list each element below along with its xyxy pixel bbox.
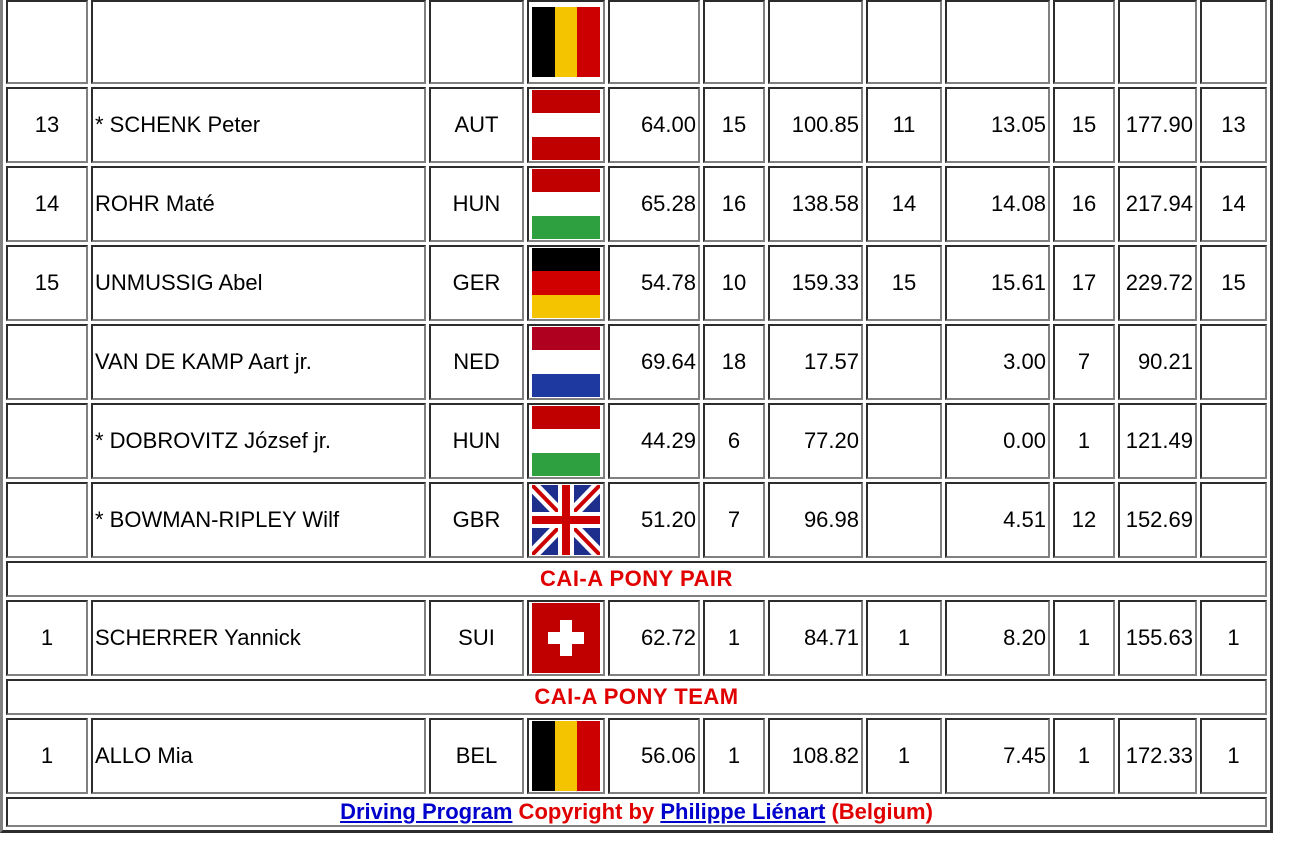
flag-bel-icon (532, 7, 600, 77)
cones-score: 3.00 (945, 324, 1050, 400)
marathon-score: 100.85 (768, 87, 863, 163)
marathon-rank: 1 (866, 600, 942, 676)
cones-rank: 16 (1053, 166, 1115, 242)
total-score: 90.21 (1118, 324, 1197, 400)
flag-aut-icon (532, 90, 600, 160)
table-row (6, 718, 1267, 794)
table-row (6, 324, 1267, 400)
final-rank: 15 (1200, 245, 1267, 321)
dressage-rank (703, 0, 765, 84)
rank-cell: 14 (6, 166, 88, 242)
flag-sui-icon (532, 603, 600, 673)
flag-cell (527, 0, 605, 84)
final-rank (1200, 482, 1267, 558)
cones-score: 13.05 (945, 87, 1050, 163)
flag-cell (527, 403, 605, 479)
competitor-name: * BOWMAN-RIPLEY Wilf (91, 482, 426, 558)
nationality: HUN (429, 403, 524, 479)
cones-score: 8.20 (945, 600, 1050, 676)
rank-cell (6, 403, 88, 479)
flag-cell (527, 87, 605, 163)
dressage-rank: 15 (703, 87, 765, 163)
marathon-rank: 1 (866, 718, 942, 794)
dressage-score: 54.78 (608, 245, 700, 321)
nationality: AUT (429, 87, 524, 163)
rank-cell: 15 (6, 245, 88, 321)
flag-bel-icon (532, 721, 600, 791)
cones-score (945, 0, 1050, 84)
final-rank (1200, 403, 1267, 479)
flag-cell (527, 718, 605, 794)
flag-cell (527, 324, 605, 400)
marathon-score: 108.82 (768, 718, 863, 794)
marathon-score: 77.20 (768, 403, 863, 479)
cones-score: 15.61 (945, 245, 1050, 321)
final-rank: 1 (1200, 600, 1267, 676)
dressage-score: 69.64 (608, 324, 700, 400)
nationality: HUN (429, 166, 524, 242)
flag-cell (527, 482, 605, 558)
competitor-name: VAN DE KAMP Aart jr. (91, 324, 426, 400)
flag-ned-icon (532, 327, 600, 397)
cones-rank: 17 (1053, 245, 1115, 321)
table-row (6, 166, 1267, 242)
dressage-score: 56.06 (608, 718, 700, 794)
cones-rank: 12 (1053, 482, 1115, 558)
final-rank (1200, 324, 1267, 400)
nationality: NED (429, 324, 524, 400)
cones-rank: 15 (1053, 87, 1115, 163)
marathon-rank: 15 (866, 245, 942, 321)
marathon-rank (866, 324, 942, 400)
copyright-text: Copyright by (512, 799, 661, 824)
competitor-name: SCHERRER Yannick (91, 600, 426, 676)
dressage-rank: 6 (703, 403, 765, 479)
cones-score: 14.08 (945, 166, 1050, 242)
final-rank (1200, 0, 1267, 84)
cones-rank (1053, 0, 1115, 84)
competitor-name (91, 0, 426, 84)
rank-cell (6, 0, 88, 84)
nationality (429, 0, 524, 84)
flag-cell (527, 600, 605, 676)
competitor-name: UNMUSSIG Abel (91, 245, 426, 321)
dressage-score: 65.28 (608, 166, 700, 242)
dressage-score: 51.20 (608, 482, 700, 558)
competitor-name: * DOBROVITZ József jr. (91, 403, 426, 479)
rank-cell (6, 324, 88, 400)
footer-copyright (6, 797, 1267, 827)
rank-cell: 1 (6, 718, 88, 794)
cones-rank: 7 (1053, 324, 1115, 400)
table-row (6, 87, 1267, 163)
flag-cell (527, 166, 605, 242)
competitor-name: * SCHENK Peter (91, 87, 426, 163)
total-score: 155.63 (1118, 600, 1197, 676)
footer-row (6, 797, 1267, 827)
marathon-rank (866, 482, 942, 558)
marathon-rank: 14 (866, 166, 942, 242)
cones-score: 7.45 (945, 718, 1050, 794)
flag-gbr-icon (532, 485, 600, 555)
dressage-rank: 10 (703, 245, 765, 321)
table-row (6, 600, 1267, 676)
table-row (6, 482, 1267, 558)
flag-hun-icon (532, 169, 600, 239)
cones-rank: 1 (1053, 718, 1115, 794)
final-rank: 14 (1200, 166, 1267, 242)
total-score: 217.94 (1118, 166, 1197, 242)
rank-cell: 13 (6, 87, 88, 163)
dressage-score: 62.72 (608, 600, 700, 676)
rank-cell (6, 482, 88, 558)
cones-score: 4.51 (945, 482, 1050, 558)
author-link[interactable]: Philippe Liénart (660, 799, 826, 824)
dressage-rank: 18 (703, 324, 765, 400)
cones-rank: 1 (1053, 600, 1115, 676)
total-score: 229.72 (1118, 245, 1197, 321)
total-score: 177.90 (1118, 87, 1197, 163)
nationality: SUI (429, 600, 524, 676)
dressage-rank: 7 (703, 482, 765, 558)
flag-cell (527, 245, 605, 321)
table-row (6, 0, 1267, 84)
total-score: 152.69 (1118, 482, 1197, 558)
section-header-row (6, 561, 1267, 597)
marathon-score: 159.33 (768, 245, 863, 321)
marathon-rank (866, 403, 942, 479)
flag-ger-icon (532, 248, 600, 318)
section-title-pony-pair: CAI-A PONY PAIR (6, 561, 1267, 597)
marathon-score (768, 0, 863, 84)
competitor-name: ROHR Maté (91, 166, 426, 242)
rank-cell: 1 (6, 600, 88, 676)
table-row (6, 245, 1267, 321)
marathon-rank (866, 0, 942, 84)
table-row (6, 403, 1267, 479)
marathon-score: 17.57 (768, 324, 863, 400)
final-rank: 1 (1200, 718, 1267, 794)
total-score: 172.33 (1118, 718, 1197, 794)
dressage-rank: 16 (703, 166, 765, 242)
cones-rank: 1 (1053, 403, 1115, 479)
dressage-score: 64.00 (608, 87, 700, 163)
dressage-score (608, 0, 700, 84)
marathon-score: 84.71 (768, 600, 863, 676)
final-rank: 13 (1200, 87, 1267, 163)
dressage-rank: 1 (703, 718, 765, 794)
flag-hun-icon (532, 406, 600, 476)
dressage-score: 44.29 (608, 403, 700, 479)
nationality: GER (429, 245, 524, 321)
competitor-name: ALLO Mia (91, 718, 426, 794)
nationality: GBR (429, 482, 524, 558)
total-score (1118, 0, 1197, 84)
section-header-row (6, 679, 1267, 715)
driving-program-link[interactable]: Driving Program (340, 799, 513, 824)
nationality: BEL (429, 718, 524, 794)
marathon-score: 138.58 (768, 166, 863, 242)
marathon-score: 96.98 (768, 482, 863, 558)
section-title-pony-team: CAI-A PONY TEAM (6, 679, 1267, 715)
marathon-rank: 11 (866, 87, 942, 163)
dressage-rank: 1 (703, 600, 765, 676)
country-text: (Belgium) (825, 799, 933, 824)
cones-score: 0.00 (945, 403, 1050, 479)
total-score: 121.49 (1118, 403, 1197, 479)
